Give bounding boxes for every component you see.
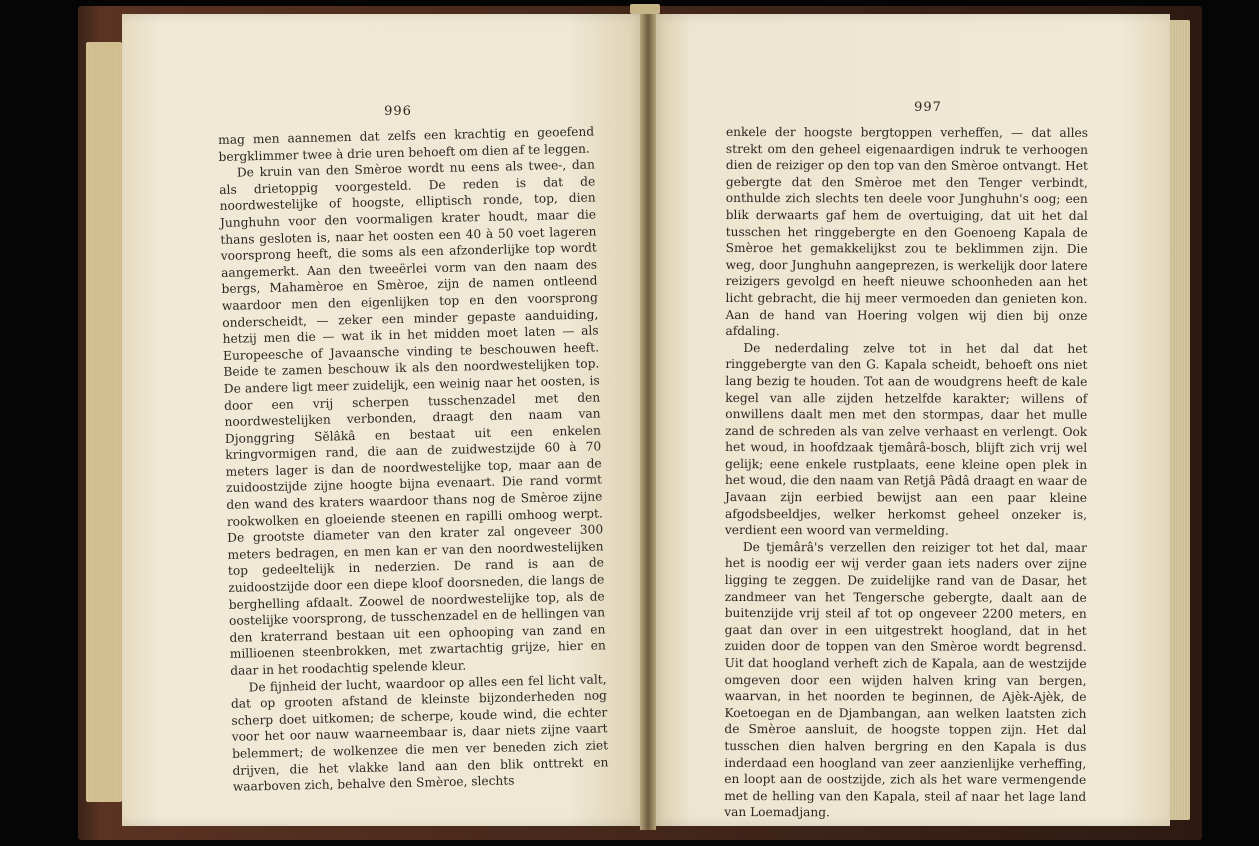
right-paragraph-2: De nederdaling zelve tot in het dal dat het ringgebergte van den G. Kapala scheidt, behoeft ons niet lang bezig te houden. Tot aan de woudgrens heeft de kale kegel van alle zijden hetzelfde karakter; willens of onwillens daalt men met den stormpas, daar het mulle zand de schreden als van zelve verhaast en verlengt. Ook het woud, in hoofdzaak tjemârâ-bosch, blijft zich vrij wel gelijk; eene enkele rustplaats, eene kleine open plek in het woud, die den naam van Retjâ Pâdâ draagt en waar de Javaan zijn eerbied bewijst aan een paar kleine afgodsbeeldjes, welker herkomst geheel onzeker is, verdient een woord van vermelding. [724,340,1088,538]
left-page-text [218,123,609,795]
left-page [122,14,646,826]
right-paragraph-3: De tjemârâ's verzellen den reiziger tot het dal, maar het is noodig eer wij verder gaan iets naders over zijne ligging te zeggen. De zuidelijke rand van de Dasar, het zandmeer van het Tengersche gebergte, daalt aan de buitenzijde vrij steil af tot op ongeveer 2200 meters, en gaat dan over in een uitgestrekt hoogland, dat in het zuiden door de toppen van den Smèroe wordt begrensd. Uit dat hoogland verheft zich de Kapala, aan de westzijde omgeven door een wijden halven kring van bergen, waarvan, in het noorden te beginnen, de Ajèk-Ajèk, de Koetoegan en de Djambangan, aan welken laatsten zich de Smèroe aansluit, de hoogste toppen zijn. Het dal tusschen dien halven bergring en den Kapala is dus inderdaad een hoogland van zeer aanzienlijke verheffing, en loopt aan de oostzijde, zich als het ware vermengende met de helling van den Kapala, steil af naar het lage land van Loemadjang. [724,539,1087,820]
right-page-number: 997 [914,100,942,115]
spine-tab [630,4,660,14]
page-edges-right [1168,20,1190,820]
right-page-text [724,124,1088,822]
page-edges-left [86,42,122,802]
left-paragraph-3: De fijnheid der lucht, waardoor op alles een fel licht valt, dat op grooten afstand de kleinste bijzonderheden nog scherp doet uitkomen; de scherpe, koude wind, die echter voor het oor nauw waarneembaar is, daar niets zijne vaart belemmert; de wolkenzee die men ver beneden zich ziet drijven, die het vlakke land aan den blik onttrekt en waarboven zich, behalve den Smèroe, slechts [230,671,609,794]
book-gutter [640,10,656,830]
left-paragraph-1: mag men aannemen dat zelfs een krachtig en geoefend bergklimmer twee à drie uren behoeft om dien af te leggen. [218,124,595,164]
left-paragraph-2: De kruin van den Smèroe wordt nu eens als twee-, dan als drietoppig voorgesteld. De reden is dat de noordwestelijke of hoogste, elliptisch ronde, top, dien Junghuhn voor den voormaligen krater houdt, maar die thans gesloten is, naar het oosten een 40 à 50 voet lageren voorsprong heeft, die soms als een afzonderlijke top wordt aangemerkt. Aan den tweeërlei vorm van den naam des bergs, Mahamèroe en Smèroe, zijn de namen ontleend waardoor men den eigenlijken top en den voorsprong onderscheidt, — zeker een minder gepaste aanduiding, hetzij men die — wat ik in het midden moet laten — als Europeesche of Javaansche vinding te beschouwen heeft. Beide te zamen beschouw ik als den noordwestelijken top. De andere ligt meer zuidelijk, een weinig naar het oosten, is door een vrij scherpen tusschenzadel met den noordwestelijken verbonden, draagt den naam van Djonggring Sĕlâkâ en bestaat uit een enkelen kringvormigen rand, die aan de zuidwestzijde 60 à 70 meters lager is dan de noordwestelijke top, maar aan de zuidoostzijde zijne hoogte bijna evenaart. Die rand vormt den wand des kraters waardoor thans nog de Smèroe zijne rookwolken en gloeiende steenen en rapilli omhoog werpt. De grootste diameter van den krater zal ongeveer 300 meters bedragen, en men kan er van den noordwestelijken top gedeeltelijk in nederzien. De rand is aan de zuidoostzijde door een diepe kloof doorsneden, die langs de berghelling afdaalt. Zoowel de noordwestelijke top, als de oostelijke voorsprong, de tusschenzadel en de hellingen van den kraterrand bestaan uit een ophooping van zand en millioenen steenbrokken, met zwartachtig grijze, hier en daar in het roodachtig spelende kleur. [219,157,606,678]
left-page-number: 996 [384,104,412,119]
right-paragraph-1: enkele der hoogste bergtoppen verheffen, — dat alles strekt om den geheel eigenaardigen indruk te verhoogen dien de reiziger op den top van den Smèroe ontvangt. Het gebergte dat den Smèroe met den Tenger verbindt, onthulde zich slechts ten deele voor Junghuhn's oog; een blik derwaarts gaf hem de overtuiging, dat uit het dal tusschen het ringgebergte en den Goenoeng Kapala de Smèroe het gemakkelijkst zou te beklimmen zijn. Die weg, door Junghuhn aangeprezen, is werkelijk door latere reizigers gevolgd en heeft nieuwe schoonheden aan het licht gebracht, die hij meer vermoeden dan genieten kon. Aan de hand van Hoering volgen wij dien bij onze afdaling. [725,125,1088,339]
right-page [650,14,1170,826]
